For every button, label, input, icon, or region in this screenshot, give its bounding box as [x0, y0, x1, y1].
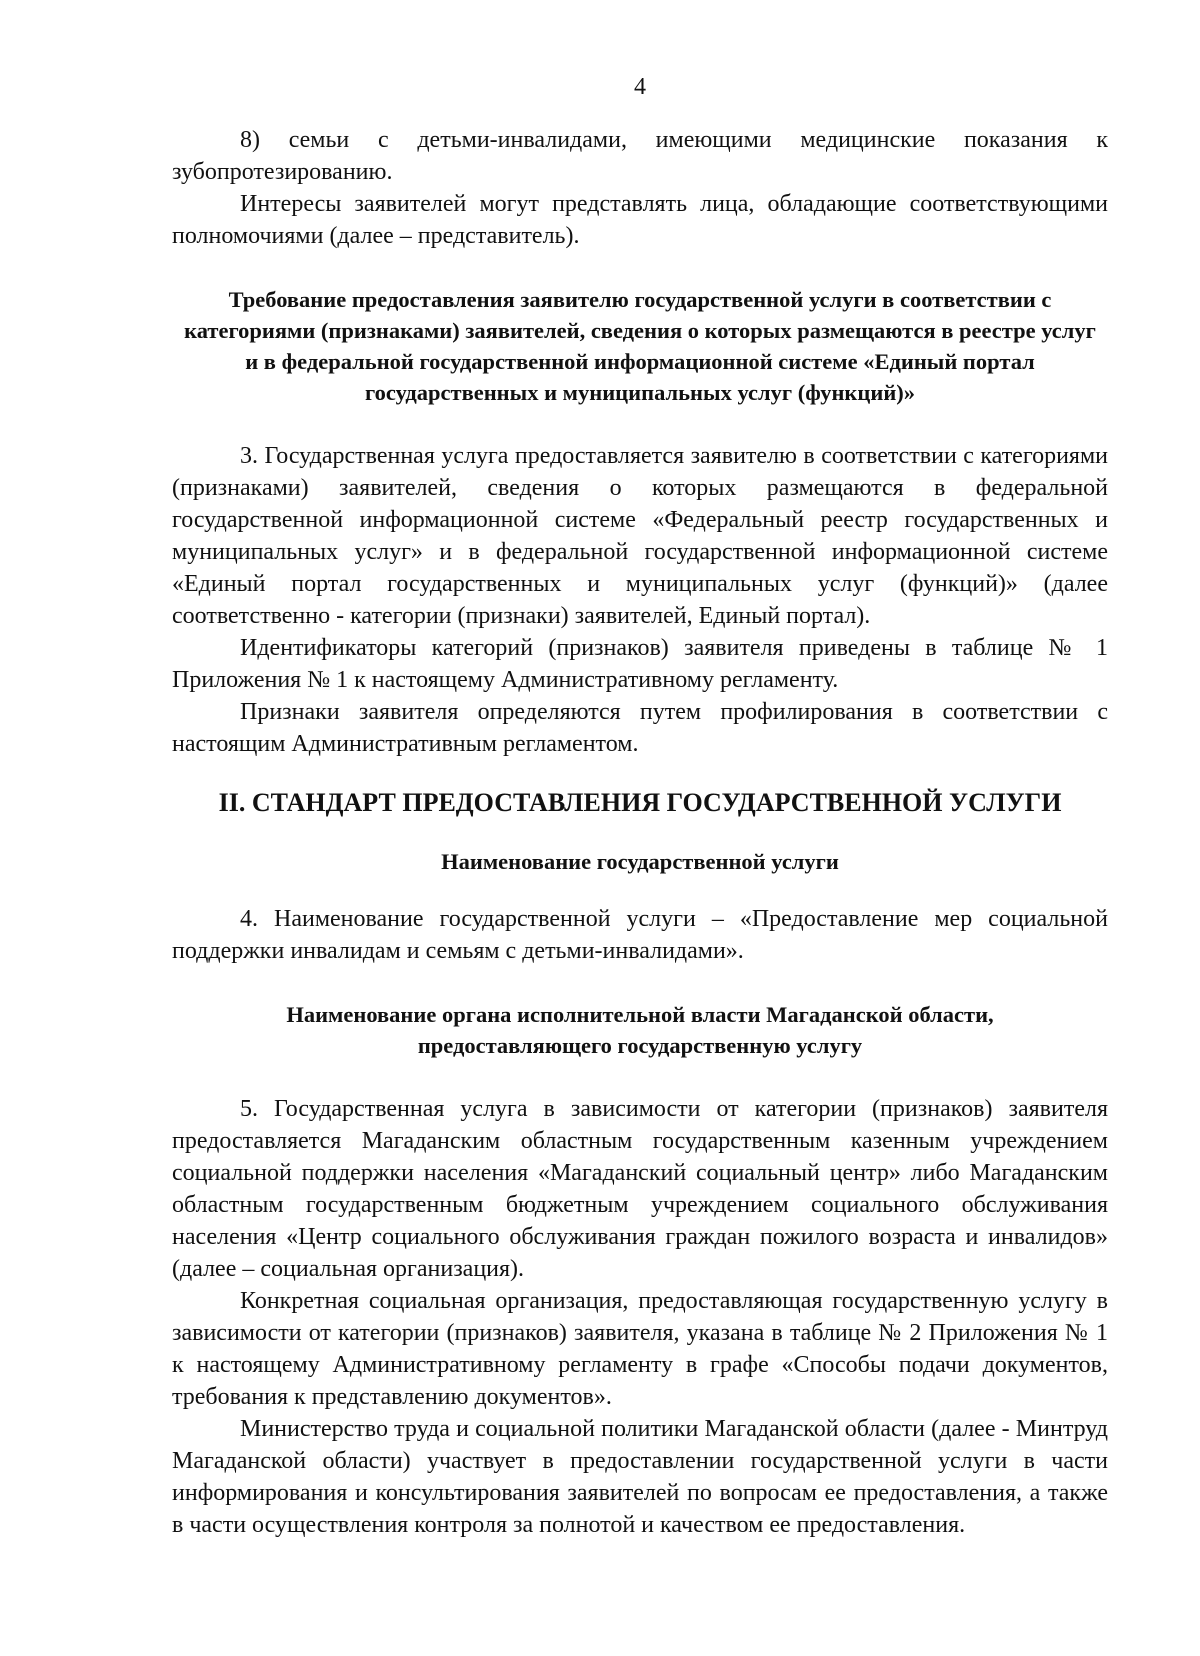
paragraph-signs: Признаки заявителя определяются путем профилирования в соответствии с настоящим Административным регламентом.	[172, 699, 1108, 757]
paragraph-item-8: 8) семьи с детьми-инвалидами, имеющими медицинские показания к зубопротезированию.	[172, 127, 1108, 185]
paragraph-organization: Конкретная социальная организация, предоставляющая государственную услугу в зависимости от категории (признаков) заявителя, указана в таблице № 2 Приложения № 1 к настоящему Административному регламенту в графе «Способы подачи документов, требования к представлению документов».	[172, 1288, 1108, 1410]
heading-service-name: Наименование государственной услуги	[441, 849, 839, 874]
heading-requirement-text: Требование предоставления заявителю государственной услуги в соответствии с категориями (признаками) заявителей, сведения о которых размещаются в реестре услуг и в федеральной государственной информационной системе «Единый портал государственных и муниципальных услуг (функций)»	[184, 287, 1096, 405]
page-number: 4	[634, 74, 646, 100]
paragraph-ministry: Министерство труда и социальной политики Магаданской области (далее - Минтруд Магаданской области) участвует в предоставлении государственной услуги в части информирования и консультирования заявителей по вопросам ее предоставления, а также в части осуществления контроля за полнотой и качеством ее предоставления.	[172, 1416, 1108, 1538]
paragraph-representatives: Интересы заявителей могут представлять лица, обладающие соответствующими полномочиями (далее – представитель).	[172, 191, 1108, 249]
heading-requirement	[172, 284, 1108, 408]
document-body	[172, 124, 1108, 1541]
paragraph-3: 3. Государственная услуга предоставляется заявителю в соответствии с категориями (признаками) заявителей, сведения о которых размещаются в федеральной государственной информационной системе «Федеральный реестр государственных и муниципальных услуг» и в федеральной государственной информационной системе «Единый портал государственных и муниципальных услуг (функций)» (далее соответственно - категории (признаки) заявителей, Единый портал).	[172, 443, 1108, 629]
heading-authority	[172, 999, 1108, 1061]
paragraph-identifiers: Идентификаторы категорий (признаков) заявителя приведены в таблице № 1 Приложения № 1 к настоящему Административному регламенту.	[172, 635, 1108, 693]
paragraph-4: 4. Наименование государственной услуги – «Предоставление мер социальной поддержки инвалидам и семьям с детьми-инвалидами».	[172, 906, 1108, 964]
heading-authority-text: Наименование органа исполнительной власти Магаданской области, предоставляющего государственную услугу	[286, 1002, 994, 1058]
paragraph-5: 5. Государственная услуга в зависимости от категории (признаков) заявителя предоставляется Магаданским областным государственным казенным учреждением социальной поддержки населения «Магаданский социальный центр» либо Магаданским областным государственным бюджетным учреждением социального обслуживания населения «Центр социального обслуживания граждан пожилого возраста и инвалидов» (далее – социальная организация).	[172, 1096, 1108, 1282]
section-title-ii: II. СТАНДАРТ ПРЕДОСТАВЛЕНИЯ ГОСУДАРСТВЕННОЙ УСЛУГИ	[218, 788, 1062, 817]
